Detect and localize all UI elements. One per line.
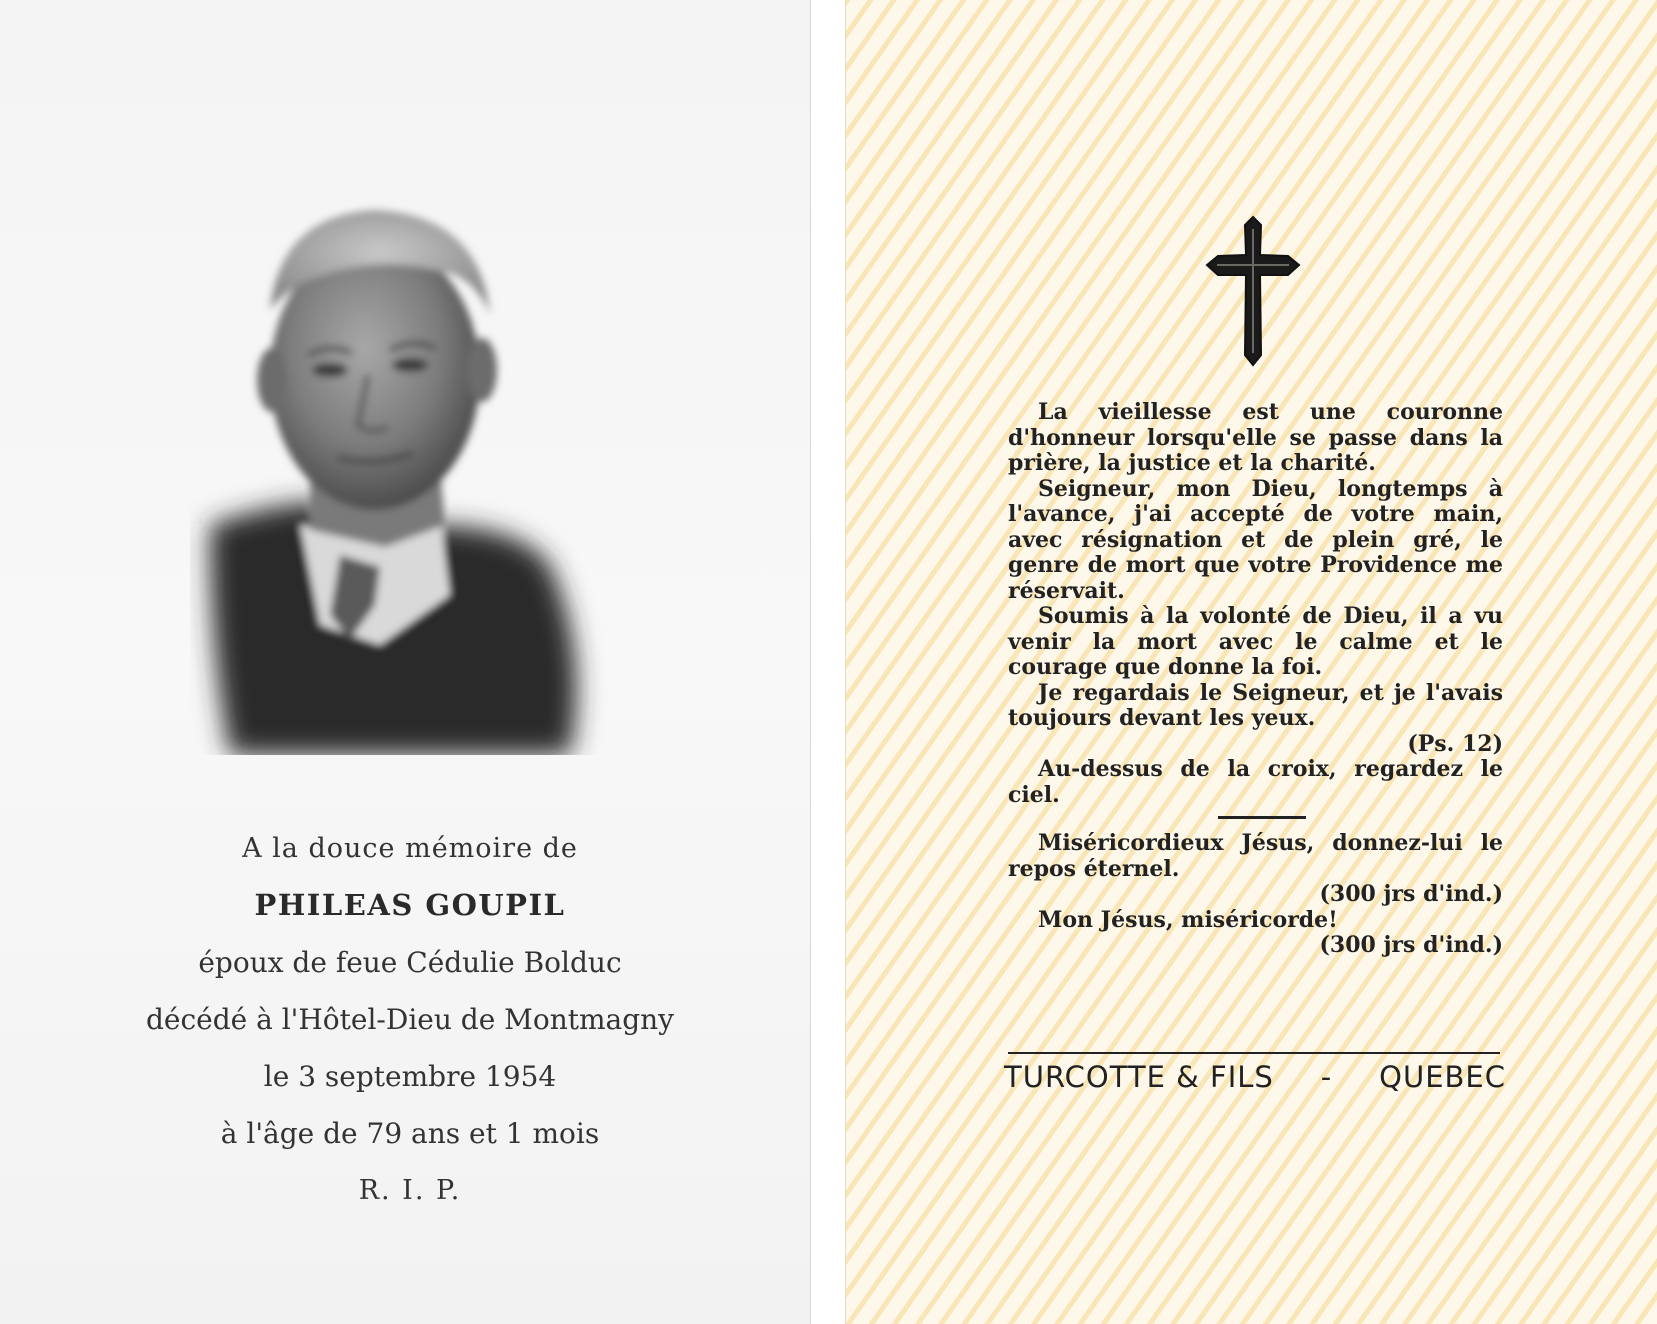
- psalm-reference: (Ps. 12): [1407, 730, 1503, 757]
- deceased-name: PHILEAS GOUPIL: [254, 888, 566, 922]
- prayer-paragraph: Soumis à la volonté de Dieu, il a vu venir la mort avec le calme et le courage que donne la foi.: [1008, 603, 1503, 680]
- death-date: le 3 septembre 1954: [263, 1060, 557, 1093]
- publisher-line: [1004, 1060, 1506, 1094]
- publisher-city: QUEBEC: [1379, 1060, 1506, 1094]
- portrait-photo: [190, 195, 610, 755]
- publisher-dash: -: [1320, 1060, 1333, 1094]
- prayer-paragraph: La vieillesse est une couronne d'honneur lorsqu'elle se passe dans la prière, la justice et la charité.: [1008, 399, 1503, 476]
- prayer-paragraph: Je regardais le Seigneur, et je l'avais toujours devant les yeux.: [1008, 679, 1503, 731]
- rip-line: R. I. P.: [358, 1175, 462, 1206]
- prayer-paragraph: Au-dessus de la croix, regardez le ciel.: [1008, 756, 1503, 808]
- memorial-text: [40, 820, 780, 1219]
- invocation: Miséricordieux Jésus, donnez-lui le repos éternel.: [1008, 830, 1503, 882]
- invocation: Mon Jésus, miséricorde!: [1038, 906, 1338, 933]
- indulgence-note: (300 jrs d'ind.): [1319, 881, 1503, 907]
- memorial-card-back: [845, 0, 1657, 1324]
- prayer-text: [1008, 400, 1503, 959]
- indulgence-note: (300 jrs d'ind.): [1319, 932, 1503, 958]
- publisher-name: TURCOTTE & FILS: [1004, 1060, 1274, 1094]
- age-line: à l'âge de 79 ans et 1 mois: [220, 1117, 600, 1150]
- cross-icon: [1203, 215, 1303, 370]
- long-divider: [1008, 1052, 1500, 1054]
- memorial-card-front: [0, 0, 811, 1324]
- spouse-line: époux de feue Cédulie Bolduc: [198, 946, 622, 979]
- short-divider: [1218, 816, 1306, 819]
- prayer-paragraph: Seigneur, mon Dieu, longtemps à l'avance, j'ai accepté de votre main, avec résignation et de plein gré, le genre de mort que votre Providence me réservait.: [1008, 475, 1503, 604]
- deceased-place: décédé à l'Hôtel-Dieu de Montmagny: [145, 1003, 675, 1036]
- memorial-intro: A la douce mémoire de: [242, 833, 578, 864]
